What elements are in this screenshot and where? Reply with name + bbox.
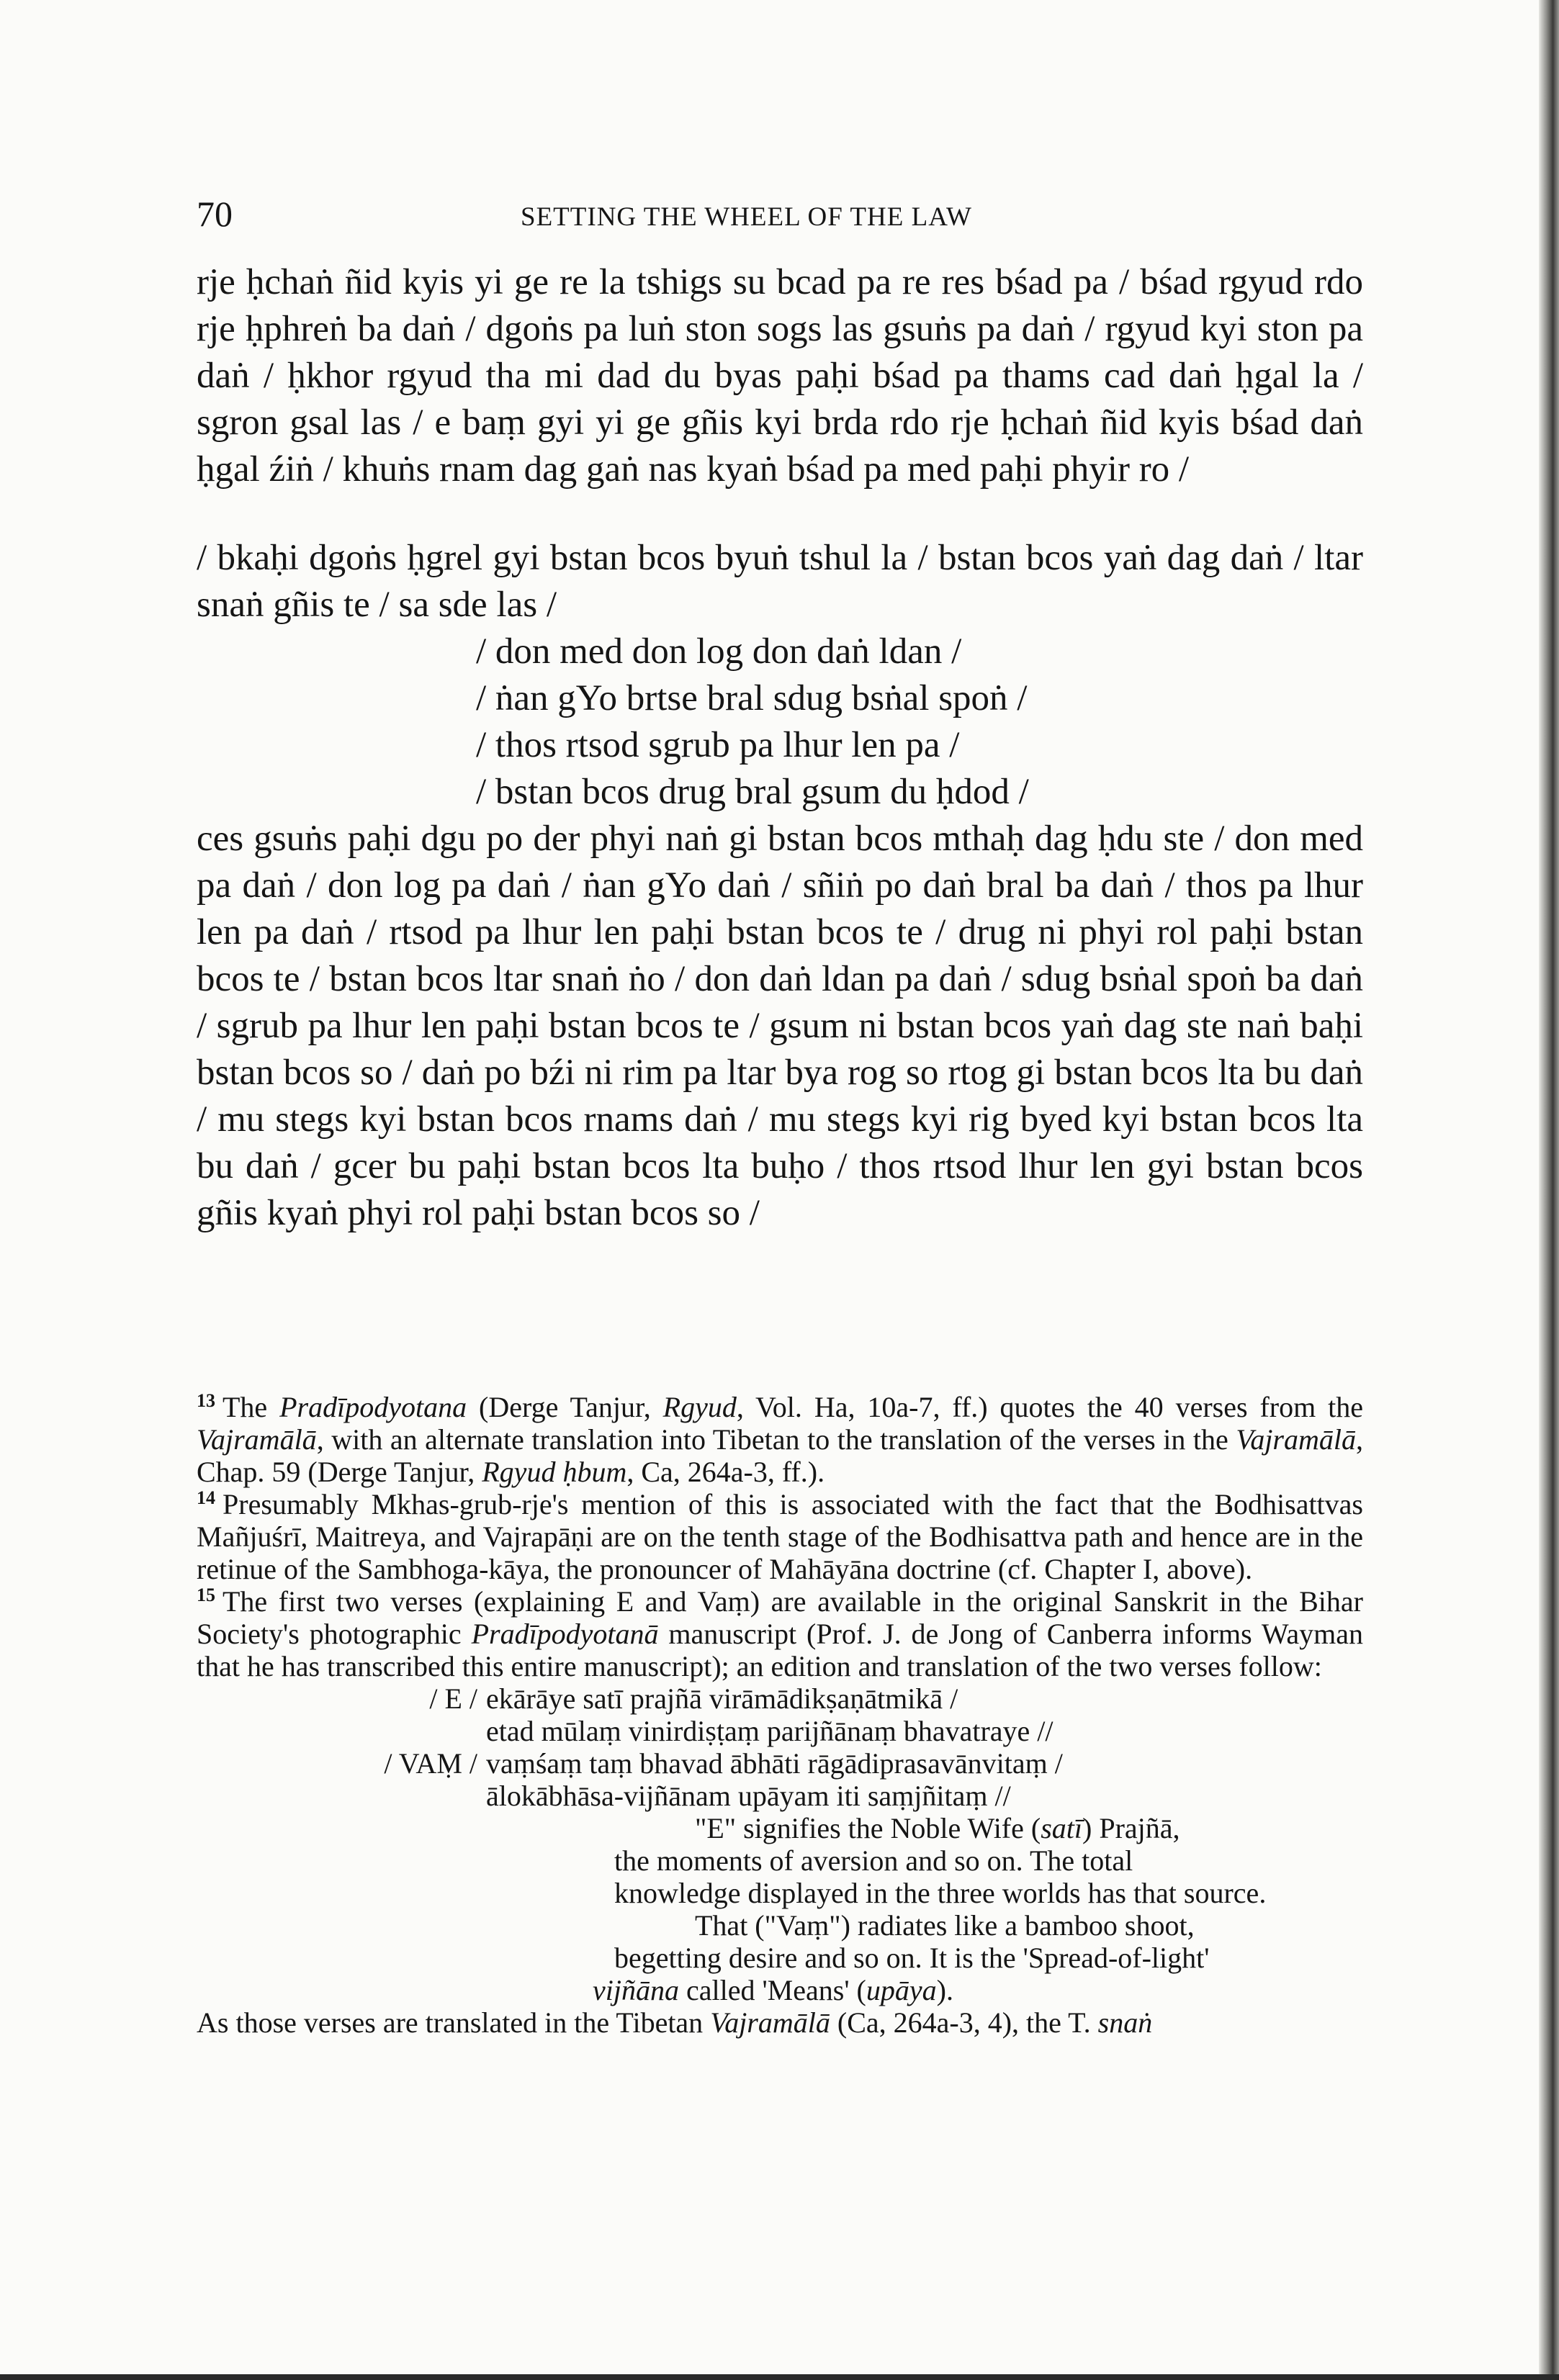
translation-line: knowledge displayed in the three worlds has that source. — [614, 1877, 1267, 1909]
sanskrit-verse-line: / VAṂ / vaṃśaṃ taṃ bhavad ābhāti rāgādiprasavānvitaṃ / — [384, 1747, 1063, 1780]
footnote-marker: 14 — [197, 1487, 215, 1508]
sanskrit-verse-line: ālokābhāsa-vijñānam upāyam iti saṃjñitaṃ // — [486, 1780, 1011, 1812]
footnote-15: $^{15}$ The first two verses (explaining E and Vaṃ) are available in the original Sanskrit in the Bihar Society's photographic Pradīpodyotanā manuscript (Prof. J. de Jong of Canberra informs Wayman that he has transcribed this entire manuscript); an edition and translation of the two verses follow: — [197, 1584, 1363, 1682]
paragraph-2: / bkaḥi dgoṅs ḥgrel gyi bstan bcos byuṅ tshul la / bstan bcos yaṅ dag daṅ / ltar snaṅ gñis te / sa sde las / — [197, 538, 1363, 625]
page-edge-shadow — [1539, 0, 1559, 2380]
footnote-marker: 15 — [197, 1584, 215, 1605]
translation-line: "E" signifies the Noble Wife (satī) Prajñā, — [695, 1812, 1180, 1844]
translation-line: the moments of aversion and so on. The total — [614, 1844, 1133, 1877]
verse-line: / ṅan gYo brtse bral sdug bsṅal spoṅ / — [476, 678, 1028, 718]
verse-line: / thos rtsod sgrub pa lhur len pa / — [476, 725, 960, 765]
translation-line: That ("Vaṃ") radiates like a bamboo shoot, — [695, 1909, 1195, 1942]
sanskrit-verse-line: etad mūlaṃ vinirdiṣṭaṃ parijñānaṃ bhavatraye // — [486, 1715, 1053, 1747]
scan-bottom-border — [0, 2374, 1559, 2380]
translation-line: begetting desire and so on. It is the 'Spread-of-light' — [614, 1942, 1210, 1974]
footnote-14: $^{14}$ Presumably Mkhas-grub-rje's mention of this is associated with the fact that the Bodhisattvas Mañjuśrī, Maitreya, and Vajrapāṇi are on the tenth stage of the Bodhisattva path and hence are in the retinue of the Sambhoga-kāya, the pronouncer of Mahāyāna doctrine (cf. Chapter I, above). — [197, 1487, 1363, 1585]
footnote-13: $^{13}$ The Pradīpodyotana (Derge Tanjur, Rgyud, Vol. Ha, 10a-7, ff.) quotes the 40 verses from the Vajramālā, with an alternate translation into Tibetan to the translation of the verses in the Vajramālā, Chap. 59 (Derge Tanjur, Rgyud ḥbum, Ca, 264a-3, ff.). — [197, 1389, 1363, 1488]
footnote-marker: 13 — [197, 1389, 215, 1411]
translation-line: vijñāna called 'Means' (upāya). — [593, 1974, 953, 2006]
main-text — [197, 259, 1363, 1237]
sanskrit-verse-line: / E / ekārāye satī prajñā virāmādikṣaṇātmikā / — [429, 1682, 958, 1715]
footnotes — [197, 1391, 1363, 2039]
running-head: SETTING THE WHEEL OF THE LAW — [521, 202, 972, 232]
footnote-continuation: As those verses are translated in the Tibetan Vajramālā (Ca, 264a-3, 4), the T. snaṅ — [197, 2006, 1153, 2039]
verse-line: / bstan bcos drug bral gsum du ḥdod / — [476, 772, 1029, 812]
page-header — [197, 193, 1363, 243]
paragraph-3: ces gsuṅs paḥi dgu po der phyi naṅ gi bstan bcos mthaḥ dag ḥdu ste / don med pa daṅ / don log pa daṅ / ṅan gYo daṅ / sñiṅ po daṅ bral ba daṅ / thos pa lhur len pa daṅ / rtsod pa lhur len paḥi bstan bcos te / drug ni phyi rol paḥi bstan bcos te / bstan bcos ltar snaṅ ṅo / don daṅ ldan pa daṅ / sdug bsṅal spoṅ ba daṅ / sgrub pa lhur len paḥi bstan bcos te / gsum ni bstan bcos yaṅ dag ste naṅ baḥi bstan bcos so / daṅ po bźi ni rim pa ltar bya rog so rtog gi bstan bcos lta bu daṅ / mu stegs kyi bstan bcos rnams daṅ / mu stegs kyi rig byed kyi bstan bcos lta bu daṅ / gcer bu paḥi bstan bcos lta buḥo / thos rtsod lhur len gyi bstan bcos gñis kyaṅ phyi rol paḥi bstan bcos so / — [197, 819, 1363, 1233]
verse-line: / don med don log don daṅ ldan / — [476, 631, 962, 672]
paragraph-1: rje ḥchaṅ ñid kyis yi ge re la tshigs su bcad pa re res bśad pa / bśad rgyud rdo rje ḥphreṅ ba daṅ / dgoṅs pa luṅ ston sogs las gsuṅs pa daṅ / rgyud kyi ston pa daṅ / ḥkhor rgyud tha mi dad du byas paḥi bśad pa thams cad daṅ ḥgal la / sgron gsal las / e baṃ gyi yi ge gñis kyi brda rdo rje ḥchaṅ ñid kyis bśad daṅ ḥgal źiṅ / khuṅs rnam dag gaṅ nas kyaṅ bśad pa med paḥi phyir ro / — [197, 262, 1363, 490]
page-number: 70 — [197, 194, 233, 234]
